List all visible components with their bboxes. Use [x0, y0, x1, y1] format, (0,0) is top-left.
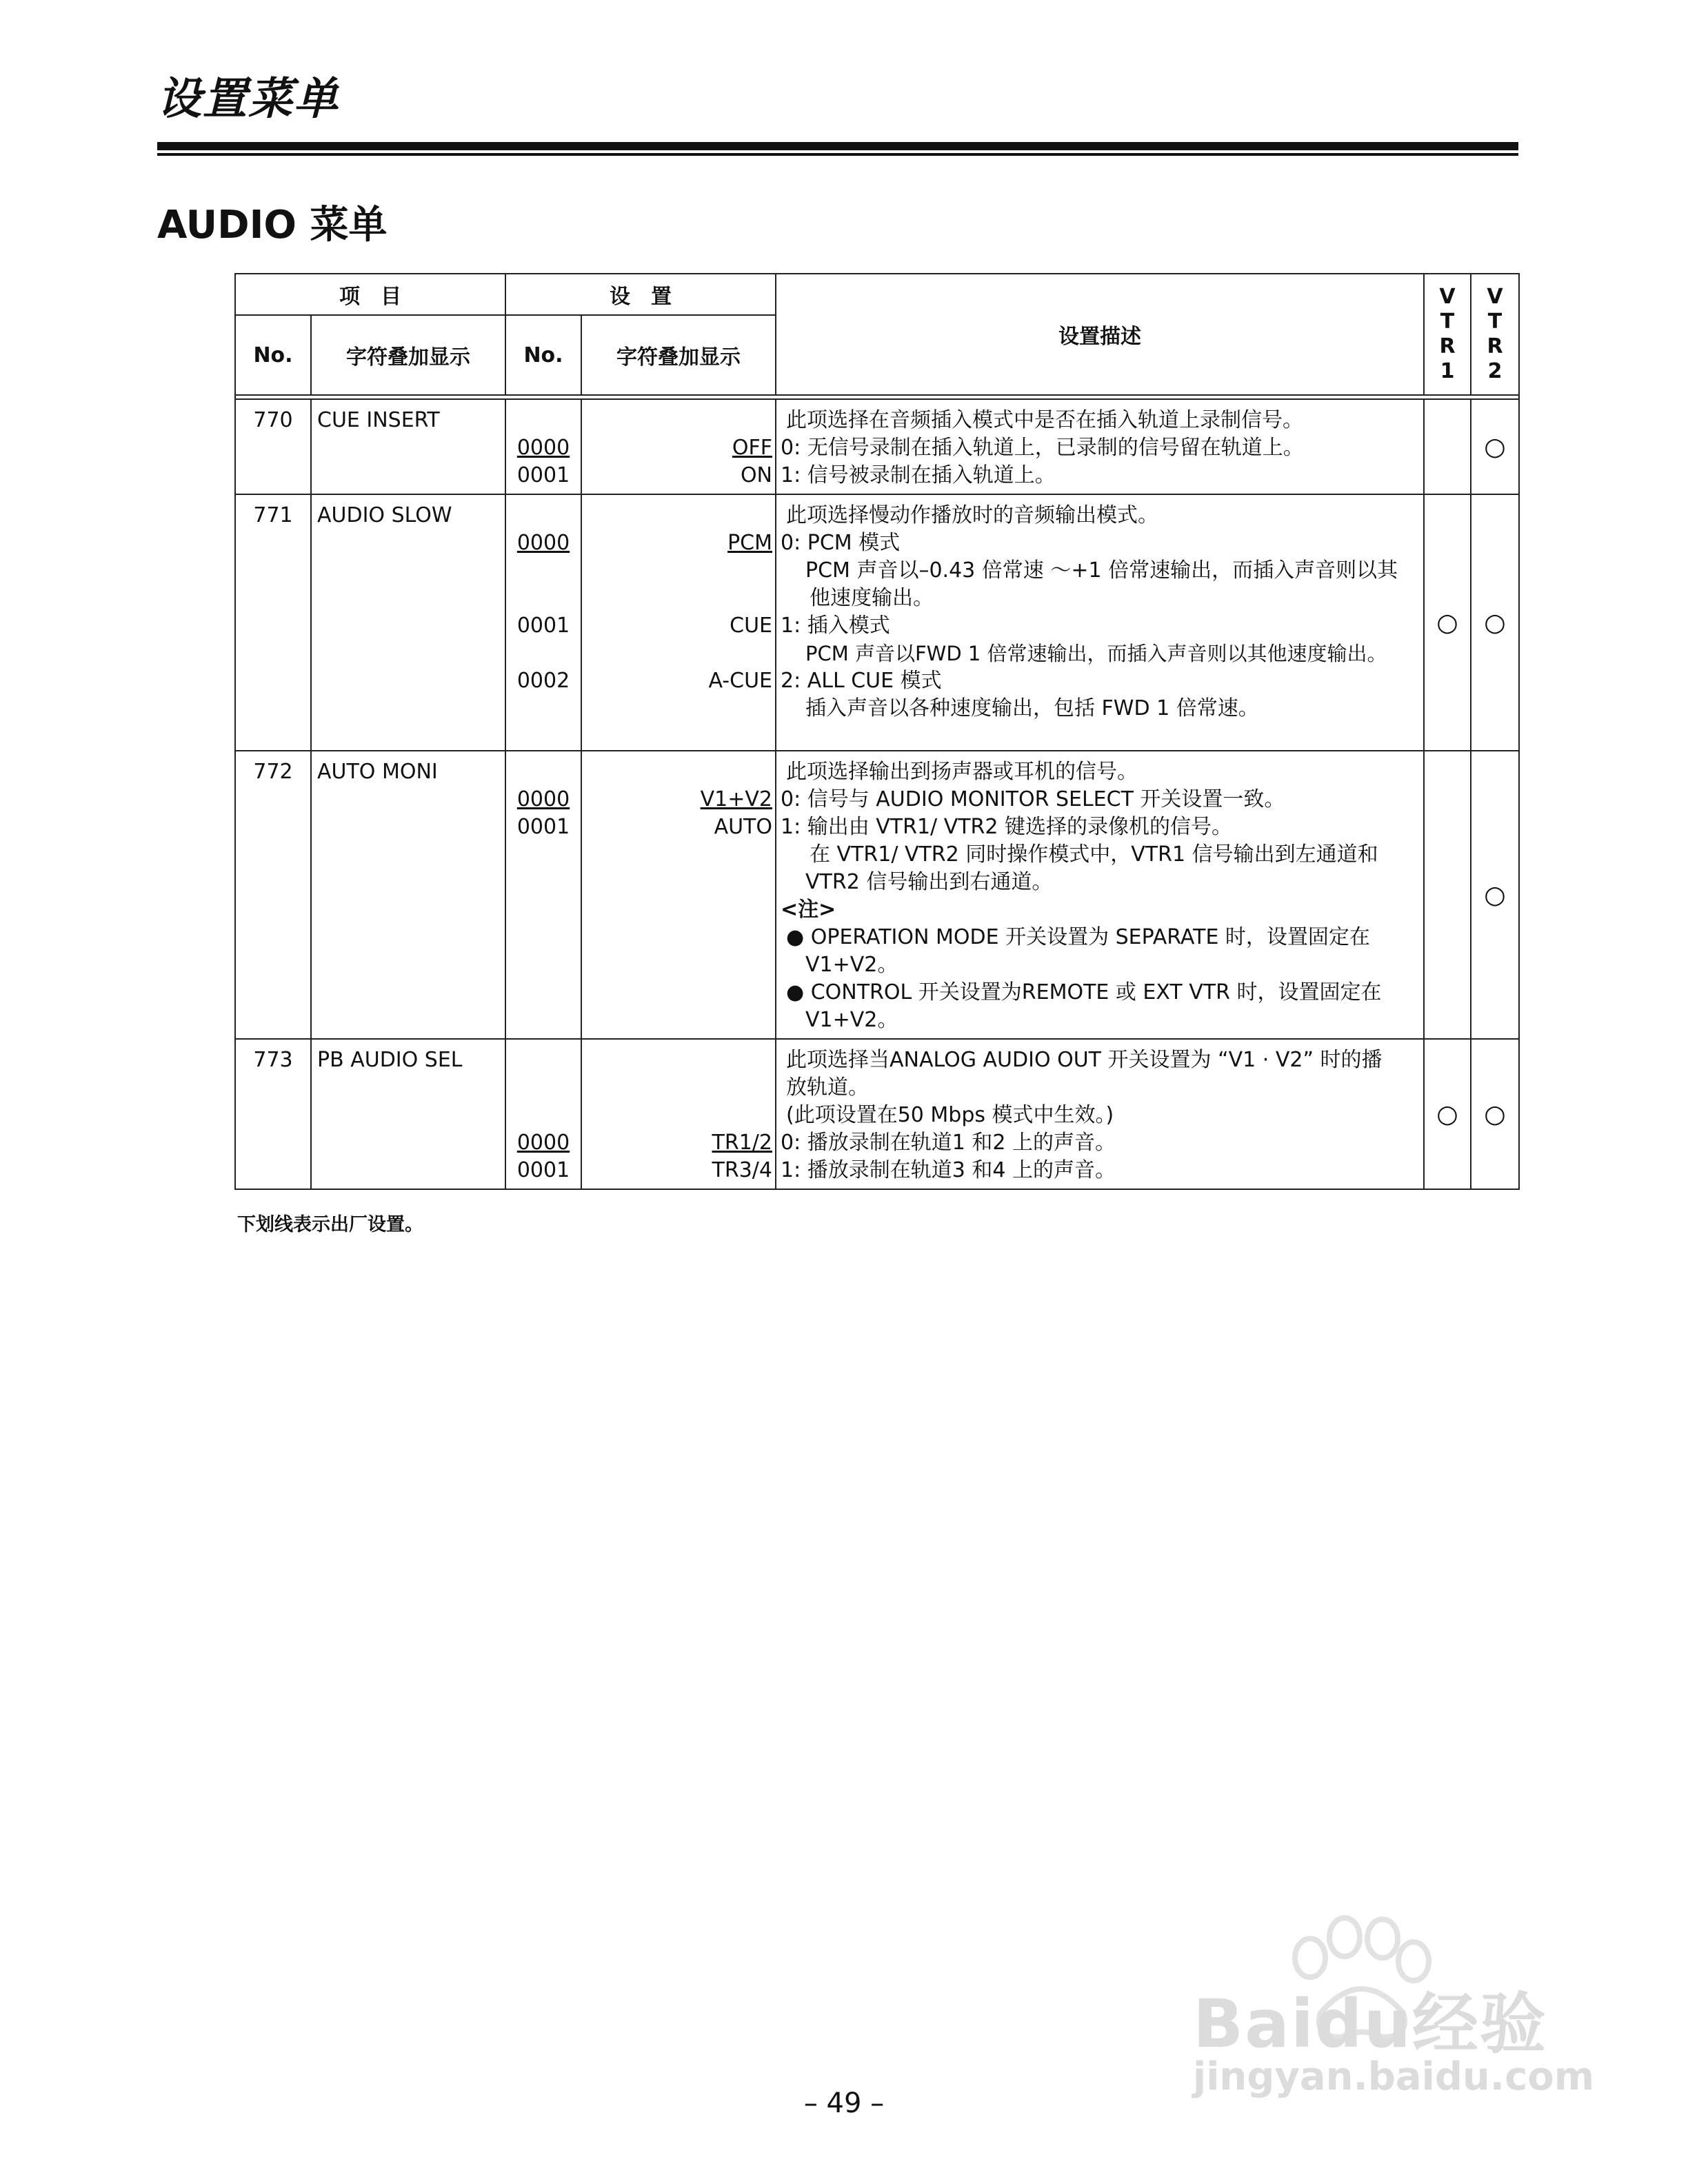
setting-no: 0001 [516, 815, 570, 839]
desc-line: V1+V2。 [805, 1008, 898, 1032]
watermark-brand: Baidu经验 [1193, 1985, 1547, 2063]
header-group-row [235, 274, 1519, 315]
note-heading: <注> [781, 898, 836, 922]
header-vtr2: V T R 2 [1471, 274, 1519, 395]
vtr1-mark [1424, 399, 1471, 494]
desc-line: 0: 播放录制在轨道1 和2 上的声音。 [781, 1131, 1116, 1155]
desc-line: 此项选择输出到扬声器或耳机的信号。 [786, 760, 1138, 784]
setting-value: TR3/4 [712, 1158, 772, 1182]
setting-no [512, 407, 575, 434]
setting-value: TR1/2 [712, 1131, 772, 1155]
audio-menu-table [234, 273, 1520, 1190]
note-bullet: ● OPERATION MODE 开关设置为 SEPARATE 时，设置固定在 [786, 925, 1370, 949]
desc-line: 放轨道。 [786, 1075, 869, 1100]
section-title: AUDIO 菜单 [157, 203, 388, 247]
setting-no [512, 502, 575, 529]
item-no: 770 [253, 408, 293, 432]
header-item-group: 项 目 [235, 274, 505, 315]
title-rule-thin [157, 153, 1518, 156]
desc-line: 0: 无信号录制在插入轨道上，已录制的信号留在轨道上。 [781, 436, 1304, 460]
desc-line: PCM 声音以–0.43 倍常速 ～+1 倍常速输出，而插入声音则以其 [805, 558, 1398, 583]
footnote: 下划线表示出厂设置。 [237, 1214, 423, 1235]
desc-line: 在 VTR1/ VTR2 同时操作模式中，VTR1 信号输出到左通道和 [810, 842, 1378, 867]
setting-value: A-CUE [708, 669, 772, 693]
desc-line: 此项选择在音频插入模式中是否在插入轨道上录制信号。 [786, 408, 1303, 432]
header-description: 设置描述 [776, 274, 1424, 395]
setting-value: ON [740, 463, 772, 487]
header-vtr1: V T R 1 [1424, 274, 1471, 395]
setting-no: 0001 [516, 463, 570, 487]
setting-value: PCM [727, 531, 772, 555]
item-name: PB AUDIO SEL [317, 1048, 463, 1072]
desc-line: (此项设置在50 Mbps 模式中生效。) [786, 1103, 1114, 1127]
item-no: 771 [253, 503, 293, 527]
item-name: AUDIO SLOW [317, 503, 452, 527]
desc-line: 1: 输出由 VTR1/ VTR2 键选择的录像机的信号。 [781, 815, 1233, 839]
setting-value [587, 407, 772, 434]
desc-line: 1: 插入模式 [781, 614, 890, 638]
page-title: 设置菜单 [157, 74, 339, 125]
vtr2-mark: ○ [1471, 494, 1519, 751]
vtr1-mark: ○ [1424, 1039, 1471, 1189]
setting-value: OFF [732, 436, 772, 460]
vtr2-mark: ○ [1471, 399, 1519, 494]
desc-line: V1+V2。 [805, 953, 898, 977]
title-rule-thick [157, 142, 1518, 150]
setting-value: CUE [730, 614, 772, 638]
desc-line: 插入声音以各种速度输出，包括 FWD 1 倍常速。 [805, 696, 1259, 720]
header-osd: 字符叠加显示 [311, 315, 505, 395]
watermark-url: jingyan.baidu.com [1193, 2054, 1595, 2099]
table-row [235, 494, 1519, 751]
desc-line: 2: ALL CUE 模式 [781, 669, 942, 693]
desc-line: 0: 信号与 AUDIO MONITOR SELECT 开关设置一致。 [781, 787, 1285, 811]
header-setting-osd: 字符叠加显示 [581, 315, 776, 395]
desc-line: 1: 信号被录制在插入轨道上。 [781, 463, 1056, 487]
vtr1-mark: ○ [1424, 494, 1471, 751]
vtr2-mark: ○ [1471, 1039, 1519, 1189]
setting-no: 0000 [516, 1131, 570, 1155]
setting-value: V1+V2 [700, 787, 772, 811]
setting-no: 0000 [516, 531, 570, 555]
item-no: 773 [253, 1048, 293, 1072]
desc-line: PCM 声音以FWD 1 倍常速输出，而插入声音则以其他速度输出。 [805, 642, 1387, 665]
desc-line: 他速度输出。 [810, 586, 934, 610]
desc-line: 此项选择当ANALOG AUDIO OUT 开关设置为 “V1 · V2” 时的播 [786, 1048, 1383, 1072]
setting-no: 0000 [516, 436, 570, 460]
table-row [235, 751, 1519, 1039]
header-setting-group: 设 置 [505, 274, 776, 315]
setting-no: 0000 [516, 787, 570, 811]
desc-line: 1: 播放录制在轨道3 和4 上的声音。 [781, 1158, 1116, 1182]
header-no: No. [235, 315, 311, 395]
table-row [235, 399, 1519, 494]
table-row [235, 1039, 1519, 1189]
setting-no: 0001 [516, 614, 570, 638]
setting-no: 0002 [516, 669, 570, 693]
page-number: – 49 – [803, 2087, 885, 2119]
desc-line: 0: PCM 模式 [781, 531, 901, 555]
item-name: AUTO MONI [317, 760, 438, 784]
setting-no: 0001 [516, 1158, 570, 1182]
item-name: CUE INSERT [317, 408, 440, 432]
desc-line: VTR2 信号输出到右通道。 [805, 870, 1053, 894]
setting-value: AUTO [714, 815, 772, 839]
vtr2-mark: ○ [1471, 751, 1519, 1039]
vtr1-mark [1424, 751, 1471, 1039]
note-bullet: ● CONTROL 开关设置为REMOTE 或 EXT VTR 时，设置固定在 [786, 980, 1382, 1004]
item-no: 772 [253, 760, 293, 784]
header-setting-no: No. [505, 315, 581, 395]
desc-line: 此项选择慢动作播放时的音频输出模式。 [786, 503, 1158, 527]
